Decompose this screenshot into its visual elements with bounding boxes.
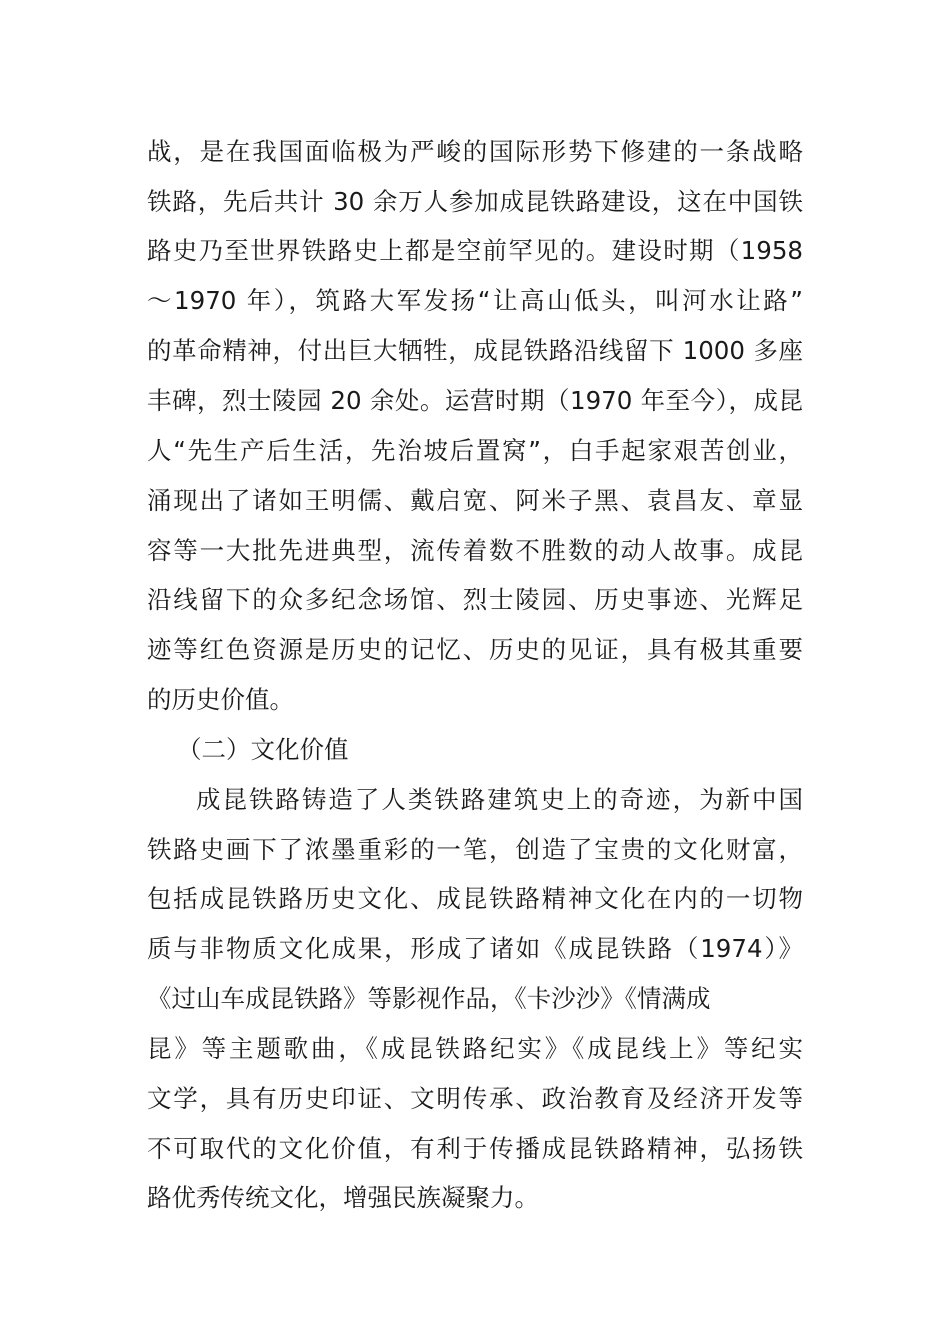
body-text-line: ～1970 年），筑路大军发扬“让高山低头，叫河水让路” [147, 286, 803, 315]
body-text-line: 的革命精神，付出巨大牺牲，成昆铁路沿线留下 1000 多座 [147, 336, 803, 365]
body-text-line: 丰碑，烈士陵园 20 余处。运营时期（1970 年至今），成昆 [147, 386, 803, 415]
body-text-line: 迹等红色资源是历史的记忆、历史的见证，具有极其重要 [147, 635, 803, 664]
body-text-line: 《过山车成昆铁路》等影视作品，《卡沙沙》《情满成 [147, 984, 711, 1013]
section-heading: （二）文化价值 [177, 735, 349, 764]
body-text-line: 路优秀传统文化，增强民族凝聚力。 [147, 1183, 539, 1212]
body-text-line: 文学，具有历史印证、文明传承、政治教育及经济开发等 [147, 1084, 803, 1113]
body-text-line: 铁路史画下了浓墨重彩的一笔，创造了宝贵的文化财富， [147, 835, 803, 864]
body-text-line: 质与非物质文化成果，形成了诸如《成昆铁路（1974）》 [147, 934, 803, 963]
body-text-line: 人“先生产后生活，先治坡后置窝”，白手起家艰苦创业， [147, 436, 803, 465]
body-text-line: 容等一大批先进典型，流传着数不胜数的动人故事。成昆 [147, 536, 803, 565]
body-text-line: 昆》等主题歌曲，《成昆铁路纪实》《成昆线上》等纪实 [147, 1034, 803, 1063]
body-text-line: 战，是在我国面临极为严峻的国际形势下修建的一条战略 [147, 137, 803, 166]
body-text-line: 不可取代的文化价值，有利于传播成昆铁路精神，弘扬铁 [147, 1134, 803, 1163]
body-text-line: 包括成昆铁路历史文化、成昆铁路精神文化在内的一切物 [147, 884, 803, 913]
body-text-line: 路史乃至世界铁路史上都是空前罕见的。建设时期（1958 [147, 236, 803, 265]
body-text-line: 沿线留下的众多纪念场馆、烈士陵园、历史事迹、光辉足 [147, 585, 803, 614]
body-text-line: 的历史价值。 [147, 685, 294, 714]
body-text-line: 成昆铁路铸造了人类铁路建筑史上的奇迹，为新中国 [196, 785, 803, 814]
body-text-line: 涌现出了诸如王明儒、戴启宽、阿米子黑、袁昌友、章显 [147, 486, 803, 515]
body-text-line: 铁路，先后共计 30 余万人参加成昆铁路建设，这在中国铁 [147, 187, 803, 216]
